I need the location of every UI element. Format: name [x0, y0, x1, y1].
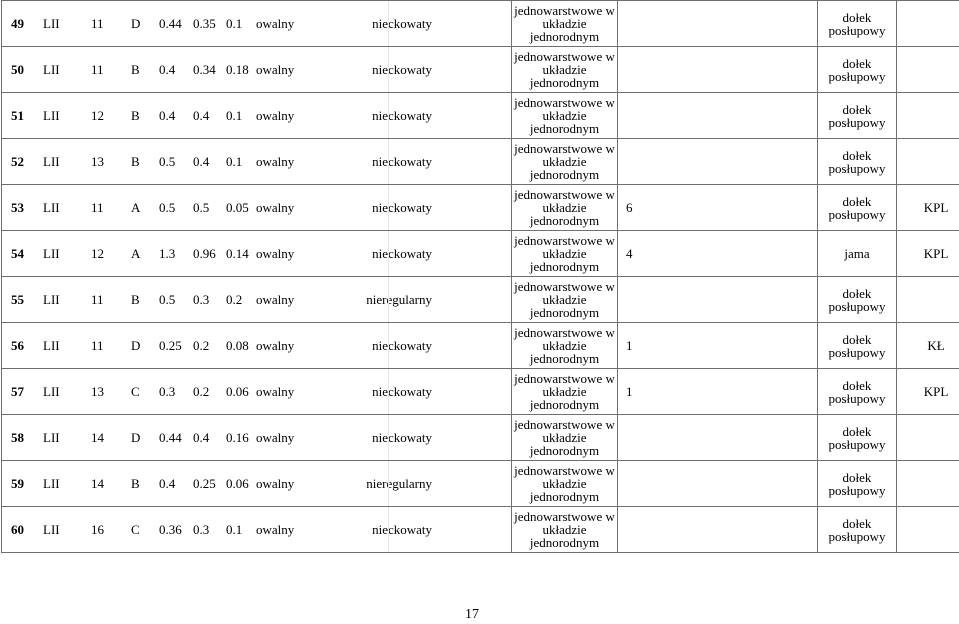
outline-shape: owalny — [256, 246, 295, 261]
page-number: 17 — [465, 607, 479, 622]
area-number: 14 — [91, 476, 104, 491]
dimension-depth: 0.2 — [226, 292, 243, 307]
dimension-width: 0.2 — [193, 338, 210, 353]
outline-shape: owalny — [256, 292, 295, 307]
fill-description-cell: jednowarstwowe w układzie jednorodnym — [512, 185, 618, 231]
dimension-width: 0.4 — [193, 154, 210, 169]
area-number: 12 — [91, 108, 104, 123]
dimension-width: 0.35 — [193, 16, 216, 31]
dimension-depth: 0.1 — [226, 16, 243, 31]
finds-count-cell: 4 — [618, 231, 818, 277]
culture-cell — [897, 139, 959, 185]
profile-shape: nieckowaty — [372, 384, 432, 399]
site-code: LII — [43, 16, 60, 31]
site-code: LII — [43, 384, 60, 399]
feature-description-cell — [2, 47, 512, 93]
dimension-depth: 0.16 — [226, 430, 249, 445]
feature-class: B — [131, 108, 140, 123]
profile-shape: nieckowaty — [372, 246, 432, 261]
feature-type-cell: dołek posłupowy — [818, 1, 897, 47]
area-number: 11 — [91, 292, 104, 307]
fill-description-cell: jednowarstwowe w układzie jednorodnym — [512, 461, 618, 507]
profile-shape: nieckowaty — [372, 62, 432, 77]
site-code: LII — [43, 476, 60, 491]
fill-description-cell: jednowarstwowe w układzie jednorodnym — [512, 415, 618, 461]
feature-type-cell: dołek posłupowy — [818, 277, 897, 323]
table-row — [2, 461, 959, 507]
feature-number: 52 — [11, 154, 24, 169]
culture-cell — [897, 47, 959, 93]
outline-shape: owalny — [256, 62, 295, 77]
area-number: 14 — [91, 430, 104, 445]
culture-cell — [897, 1, 959, 47]
site-code: LII — [43, 62, 60, 77]
culture-cell: KPL — [897, 185, 959, 231]
dimension-length: 0.36 — [159, 522, 182, 537]
culture-cell: KPL — [897, 369, 959, 415]
site-code: LII — [43, 430, 60, 445]
finds-count-cell — [618, 139, 818, 185]
dimension-width: 0.25 — [193, 476, 216, 491]
dimension-length: 0.4 — [159, 108, 176, 123]
feature-description-cell — [2, 323, 512, 369]
feature-class: B — [131, 62, 140, 77]
feature-type-cell: dołek posłupowy — [818, 47, 897, 93]
feature-description-cell — [2, 369, 512, 415]
site-code: LII — [43, 338, 60, 353]
finds-count-cell — [618, 461, 818, 507]
dimension-width: 0.2 — [193, 384, 210, 399]
outline-shape: owalny — [256, 384, 295, 399]
feature-description-cell — [2, 231, 512, 277]
feature-class: D — [131, 430, 141, 445]
table-row — [2, 47, 959, 93]
feature-class: D — [131, 338, 141, 353]
outline-shape: owalny — [256, 430, 295, 445]
feature-type-cell: dołek posłupowy — [818, 185, 897, 231]
fill-description-cell: jednowarstwowe w układzie jednorodnym — [512, 277, 618, 323]
table-row — [2, 415, 959, 461]
fill-description-cell: jednowarstwowe w układzie jednorodnym — [512, 139, 618, 185]
dimension-depth: 0.06 — [226, 384, 249, 399]
dimension-width: 0.3 — [193, 522, 210, 537]
fill-description-cell: jednowarstwowe w układzie jednorodnym — [512, 323, 618, 369]
culture-cell — [897, 507, 959, 553]
fill-description-cell: jednowarstwowe w układzie jednorodnym — [512, 507, 618, 553]
dimension-length: 0.44 — [159, 16, 182, 31]
feature-type-cell: dołek posłupowy — [818, 461, 897, 507]
feature-number: 56 — [11, 338, 24, 353]
finds-count-cell — [618, 47, 818, 93]
culture-cell — [897, 277, 959, 323]
feature-number: 58 — [11, 430, 24, 445]
site-code: LII — [43, 200, 60, 215]
feature-description-cell — [2, 461, 512, 507]
feature-class: A — [131, 200, 141, 215]
fill-description-cell: jednowarstwowe w układzie jednorodnym — [512, 93, 618, 139]
table-row — [2, 277, 959, 323]
feature-number: 49 — [11, 16, 24, 31]
feature-class: C — [131, 384, 140, 399]
feature-number: 60 — [11, 522, 24, 537]
area-number: 11 — [91, 338, 104, 353]
feature-number: 54 — [11, 246, 24, 261]
finds-count-cell — [618, 277, 818, 323]
outline-shape: owalny — [256, 476, 295, 491]
finds-count-cell: 1 — [618, 369, 818, 415]
dimension-length: 0.44 — [159, 430, 182, 445]
feature-description-cell — [2, 507, 512, 553]
culture-cell: KPL — [897, 231, 959, 277]
dimension-depth: 0.06 — [226, 476, 249, 491]
area-number: 11 — [91, 16, 104, 31]
outline-shape: owalny — [256, 200, 295, 215]
profile-shape: nieckowaty — [372, 16, 432, 31]
feature-type-cell: dołek posłupowy — [818, 93, 897, 139]
dimension-width: 0.5 — [193, 200, 210, 215]
feature-register-table — [1, 0, 959, 553]
table-row — [2, 93, 959, 139]
table-row — [2, 323, 959, 369]
culture-cell — [897, 415, 959, 461]
feature-description-cell — [2, 415, 512, 461]
feature-number: 53 — [11, 200, 24, 215]
dimension-length: 0.4 — [159, 62, 176, 77]
dimension-length: 0.5 — [159, 292, 176, 307]
area-number: 16 — [91, 522, 104, 537]
site-code: LII — [43, 246, 60, 261]
outline-shape: owalny — [256, 16, 295, 31]
profile-shape: nieckowaty — [372, 522, 432, 537]
profile-shape: nieckowaty — [372, 154, 432, 169]
dimension-length: 0.5 — [159, 200, 176, 215]
feature-type-cell: dołek posłupowy — [818, 369, 897, 415]
fill-description-cell: jednowarstwowe w układzie jednorodnym — [512, 1, 618, 47]
site-code: LII — [43, 154, 60, 169]
dimension-length: 0.5 — [159, 154, 176, 169]
feature-description-cell — [2, 277, 512, 323]
feature-description-cell — [2, 185, 512, 231]
feature-type-cell: jama — [818, 231, 897, 277]
feature-number: 50 — [11, 62, 24, 77]
site-code: LII — [43, 292, 60, 307]
feature-number: 51 — [11, 108, 24, 123]
dimension-width: 0.4 — [193, 430, 210, 445]
table-body — [2, 1, 959, 553]
feature-type-cell: dołek posłupowy — [818, 507, 897, 553]
profile-shape: nieckowaty — [372, 338, 432, 353]
dimension-depth: 0.18 — [226, 62, 249, 77]
finds-count-cell: 1 — [618, 323, 818, 369]
table-row — [2, 231, 959, 277]
fill-description-cell: jednowarstwowe w układzie jednorodnym — [512, 231, 618, 277]
outline-shape: owalny — [256, 338, 295, 353]
outline-shape: owalny — [256, 522, 295, 537]
dimension-width: 0.3 — [193, 292, 210, 307]
feature-class: B — [131, 292, 140, 307]
culture-cell: KŁ — [897, 323, 959, 369]
area-number: 11 — [91, 200, 104, 215]
finds-count-cell: 6 — [618, 185, 818, 231]
feature-class: B — [131, 476, 140, 491]
table-row — [2, 1, 959, 47]
site-code: LII — [43, 108, 60, 123]
feature-number: 57 — [11, 384, 24, 399]
feature-type-cell: dołek posłupowy — [818, 323, 897, 369]
dimension-depth: 0.1 — [226, 522, 243, 537]
profile-shape: nieckowaty — [372, 200, 432, 215]
table-row — [2, 369, 959, 415]
outline-shape: owalny — [256, 108, 295, 123]
finds-count-cell — [618, 93, 818, 139]
area-number: 11 — [91, 62, 104, 77]
dimension-depth: 0.08 — [226, 338, 249, 353]
feature-class: B — [131, 154, 140, 169]
profile-shape: nieregularny — [366, 292, 432, 307]
fill-description-cell: jednowarstwowe w układzie jednorodnym — [512, 369, 618, 415]
profile-shape: nieckowaty — [372, 430, 432, 445]
area-number: 12 — [91, 246, 104, 261]
feature-class: A — [131, 246, 141, 261]
site-code: LII — [43, 522, 60, 537]
feature-number: 55 — [11, 292, 24, 307]
dimension-length: 0.4 — [159, 476, 176, 491]
feature-type-cell: dołek posłupowy — [818, 415, 897, 461]
dimension-length: 0.25 — [159, 338, 182, 353]
fill-description-cell: jednowarstwowe w układzie jednorodnym — [512, 47, 618, 93]
dimension-width: 0.34 — [193, 62, 216, 77]
culture-cell — [897, 461, 959, 507]
culture-cell — [897, 93, 959, 139]
area-number: 13 — [91, 384, 104, 399]
feature-class: C — [131, 522, 140, 537]
dimension-length: 0.3 — [159, 384, 176, 399]
dimension-width: 0.96 — [193, 246, 216, 261]
feature-description-cell — [2, 139, 512, 185]
feature-description-cell — [2, 93, 512, 139]
dimension-depth: 0.05 — [226, 200, 249, 215]
dimension-depth: 0.14 — [226, 246, 249, 261]
profile-shape: nieregularny — [366, 476, 432, 491]
profile-shape: nieckowaty — [372, 108, 432, 123]
feature-description-cell — [2, 1, 512, 47]
dimension-length: 1.3 — [159, 246, 176, 261]
dimension-depth: 0.1 — [226, 154, 243, 169]
table-row — [2, 185, 959, 231]
finds-count-cell — [618, 507, 818, 553]
area-number: 13 — [91, 154, 104, 169]
dimension-depth: 0.1 — [226, 108, 243, 123]
feature-class: D — [131, 16, 141, 31]
outline-shape: owalny — [256, 154, 295, 169]
feature-type-cell: dołek posłupowy — [818, 139, 897, 185]
table-row — [2, 507, 959, 553]
table-row — [2, 139, 959, 185]
finds-count-cell — [618, 1, 818, 47]
feature-number: 59 — [11, 476, 24, 491]
dimension-width: 0.4 — [193, 108, 210, 123]
finds-count-cell — [618, 415, 818, 461]
